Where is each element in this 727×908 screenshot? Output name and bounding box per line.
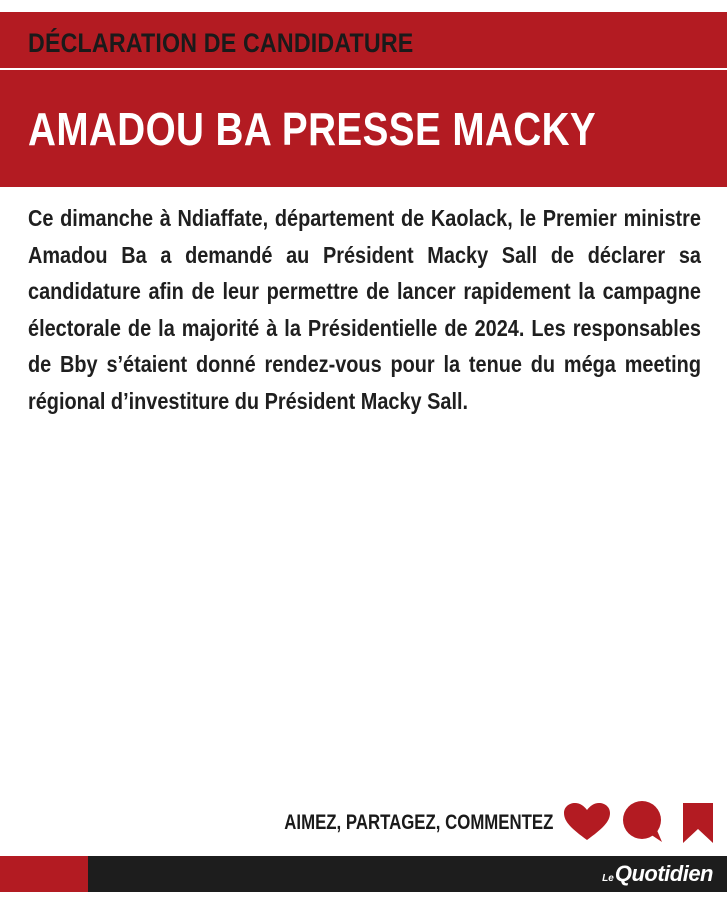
cta-bar xyxy=(0,796,727,846)
headline: AMADOU BA PRESSE MACKY xyxy=(28,103,597,155)
heart-icon[interactable] xyxy=(562,802,612,842)
bottom-margin xyxy=(0,892,727,908)
footer-bar xyxy=(0,856,727,892)
header-banner xyxy=(0,12,727,187)
brand-logo xyxy=(602,861,713,887)
logo-prefix: Le xyxy=(602,873,614,884)
cta-label: AIMEZ, PARTAGEZ, COMMENTEZ xyxy=(283,811,553,834)
bookmark-icon[interactable] xyxy=(680,802,716,844)
top-margin xyxy=(0,0,727,12)
logo-name: Quotidien xyxy=(614,861,713,886)
article-body: Ce dimanche à Ndiaffate, département de Kaolack, le Premier ministre Amadou Ba a demandé au Président Macky Sall de déclarer sa candidature afin de leur permettre de lancer rapidement la campagne électorale de la majorité à la Présidentielle de 2024. Les responsables de Bby s’étaient donné rendez-vous pour la tenue du méga meeting régional d’investiture du Président Macky Sall. xyxy=(28,205,701,414)
footer-accent xyxy=(0,856,88,892)
category-label: DÉCLARATION DE CANDIDATURE xyxy=(28,28,414,58)
header-divider xyxy=(0,68,727,70)
comment-bubble-icon[interactable] xyxy=(620,800,666,844)
